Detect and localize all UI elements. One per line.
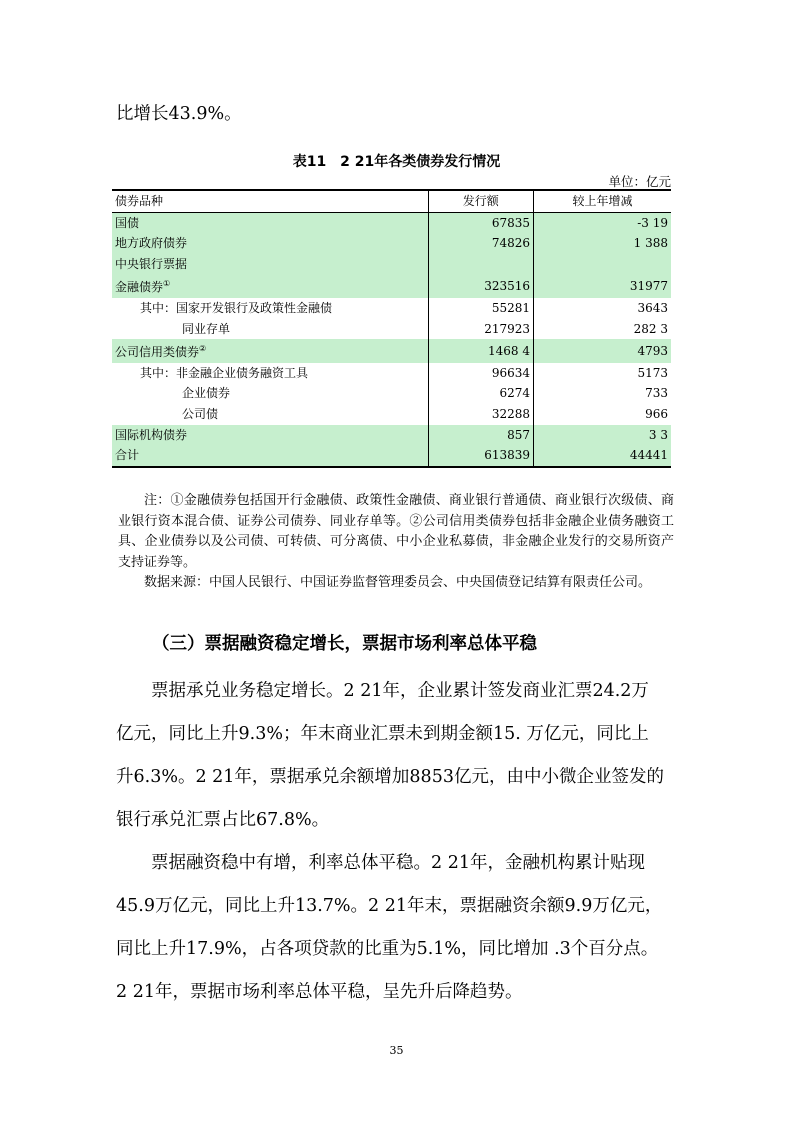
paragraph-line: 银行承兑汇票占比67.8%。 (116, 810, 330, 830)
table-unit: 单位：亿元 (608, 174, 671, 189)
paragraph-line: 2 21年，票据市场利率总体平稳，呈先升后降趋势。 (116, 982, 523, 1002)
table-notes (118, 491, 674, 594)
cell-yoy-change: 3 3 (534, 425, 672, 446)
header-issue-amount: 发行额 (428, 190, 533, 212)
table-row (112, 445, 671, 467)
cell-bond-type: 中央银行票据 (112, 254, 428, 275)
page-number: 35 (389, 1044, 404, 1057)
footnote: 注：①金融债券包括国开行金融债、政策性金融债、商业银行普通债、商业银行次级债、商业银行资本混合债、证券公司债券、同业存单等。②公司信用类债券包括非金融企业债务融资工具、企业债券以及公司债、可转债、可分离债、中小企业私募债，非金融企业发行的交易所资产支持证券等。 (118, 493, 674, 570)
cell-bond-type: 其中：国家开发银行及政策性金融债 (112, 298, 428, 319)
cell-issue-amount: 96634 (428, 363, 533, 384)
paragraph-line: 45.9万亿元，同比上升13.7%。2 21年末，票据融资余额9.9万亿元， (116, 896, 663, 916)
paragraph-line: 票据承兑业务稳定增长。2 21年，企业累计签发商业汇票24.2万 (116, 681, 649, 701)
footnote-marker: ② (199, 344, 207, 354)
table-row (112, 425, 671, 446)
table-row (112, 298, 671, 319)
cell-issue-amount: 32288 (428, 404, 533, 425)
cell-bond-type: 合计 (112, 445, 428, 467)
cell-issue-amount: 74826 (428, 233, 533, 254)
cell-bond-type: 地方政府债券 (112, 233, 428, 254)
cell-yoy-change: 44441 (534, 445, 672, 467)
table-row (112, 274, 671, 298)
cell-yoy-change: 4793 (534, 339, 672, 363)
cell-bond-type: 其中：非金融企业债务融资工具 (112, 363, 428, 384)
paragraph-line: 票据融资稳中有增，利率总体平稳。2 21年，金融机构累计贴现 (116, 853, 645, 873)
cell-bond-type: 公司信用类债券② (112, 339, 428, 363)
cell-yoy-change: 1 388 (534, 233, 672, 254)
intro-line: 比增长43.9%。 (116, 104, 242, 124)
header-yoy-change: 较上年增减 (534, 190, 672, 212)
cell-issue-amount: 1468 4 (428, 339, 533, 363)
section-heading: （三）票据融资稳定增长，票据市场利率总体平稳 (152, 634, 537, 654)
table-row (112, 404, 671, 425)
cell-yoy-change: 733 (645, 386, 668, 401)
data-source: 数据来源：中国人民银行、中国证券监督管理委员会、中央国债登记结算有限责任公司。 (144, 575, 652, 590)
cell-yoy-change: 5173 (637, 365, 668, 380)
paragraph-line: 亿元，同比上升9.3%；年末商业汇票未到期金额15. 万亿元，同比上 (116, 724, 649, 744)
table-row (112, 319, 671, 340)
cell-issue-amount (428, 254, 533, 275)
table-title: 表11 2 21年各类债券发行情况 (292, 154, 501, 170)
cell-bond-type: 金融债券① (112, 274, 428, 298)
cell-issue-amount: 6274 (428, 383, 533, 404)
table-row (112, 383, 671, 404)
table-row (112, 233, 671, 254)
cell-bond-type: 同业存单 (112, 319, 428, 340)
table-row (112, 254, 671, 275)
cell-yoy-change: 282 3 (633, 321, 668, 336)
cell-bond-type: 国债 (112, 212, 428, 233)
cell-yoy-change (534, 254, 672, 275)
cell-bond-type: 国际机构债券 (112, 425, 428, 446)
cell-bond-type: 企业债券 (112, 383, 428, 404)
table-row (112, 212, 671, 233)
table-row (112, 363, 671, 384)
cell-issue-amount: 613839 (428, 445, 533, 467)
paragraph-line: 同比上升17.9%，占各项贷款的比重为5.1%，同比增加 .3个百分点。 (116, 939, 659, 959)
cell-issue-amount: 217923 (428, 319, 533, 340)
cell-yoy-change: 966 (645, 406, 668, 421)
cell-issue-amount: 67835 (428, 212, 533, 233)
cell-issue-amount: 323516 (428, 274, 533, 298)
paragraph-line: 升6.3%。2 21年，票据承兑余额增加8853亿元，由中小微企业签发的 (116, 767, 664, 787)
cell-issue-amount: 857 (428, 425, 533, 446)
cell-yoy-change: 3643 (637, 300, 668, 315)
cell-issue-amount: 55281 (428, 298, 533, 319)
header-bond-type: 债券品种 (112, 190, 428, 212)
table-header-row (112, 190, 671, 212)
bond-issuance-table (112, 189, 671, 468)
cell-yoy-change: 31977 (534, 274, 672, 298)
cell-yoy-change: -3 19 (534, 212, 672, 233)
footnote-marker: ① (163, 279, 171, 289)
table-row (112, 339, 671, 363)
cell-bond-type: 公司债 (112, 404, 428, 425)
